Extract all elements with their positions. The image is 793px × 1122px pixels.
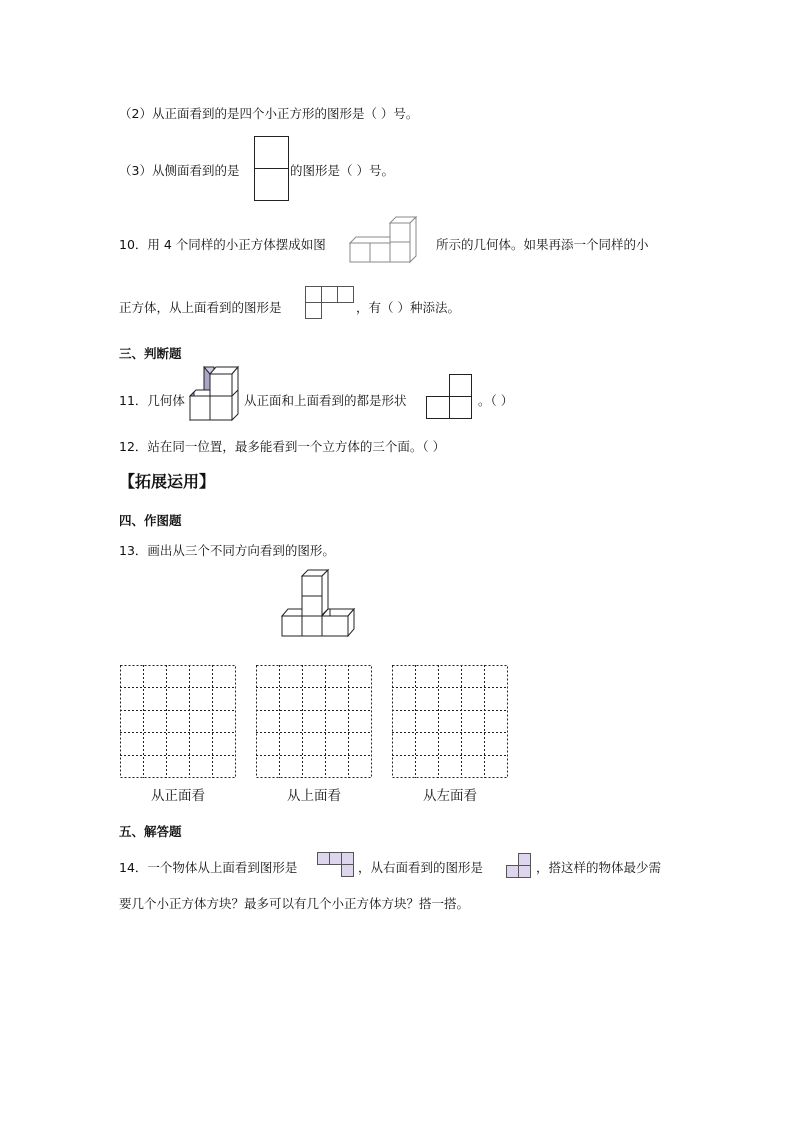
l-shape-view-figure (426, 374, 474, 420)
q14-top-view-figure (317, 852, 357, 880)
q14-right-view-figure (506, 853, 534, 881)
four-cube-figure (350, 216, 422, 264)
q11-suffix: 。（ ） (478, 393, 514, 408)
section4-title: 四、作图题 (119, 513, 182, 528)
q9-part2: （2）从正面看到的是四个小正方形的图形是（ ）号。 (119, 106, 419, 121)
top-view-l-figure (305, 286, 355, 320)
q14-line1-suffix: ，搭这样的物体最少需 (536, 860, 662, 875)
caption-front-view: 从正面看 (151, 788, 205, 804)
q10-line2-suffix: ，有（ ）种添法。 (356, 300, 460, 315)
q9-part3-suffix: 的图形是（ ）号。 (290, 163, 394, 178)
q11-prefix: 11．几何体 (119, 393, 185, 408)
q9-part3-prefix: （3）从侧面看到的是 (119, 163, 240, 178)
grid-top-view[interactable] (256, 665, 374, 779)
stacked-cubes-figure (282, 569, 358, 639)
section3-title: 三、判断题 (119, 346, 182, 361)
q10-line1-suffix: 所示的几何体。如果再添一个同样的小 (436, 237, 649, 252)
section5-title: 五、解答题 (119, 824, 182, 839)
grid-front-view[interactable] (120, 665, 238, 779)
q13-text: 13．画出从三个不同方向看到的图形。 (119, 543, 335, 558)
caption-top-view: 从上面看 (287, 788, 341, 804)
q10-line1-prefix: 10．用 4 个同样的小正方体摆成如图 (119, 237, 326, 252)
caption-left-view: 从左面看 (423, 788, 477, 804)
q11-middle: 从正面和上面看到的都是形状 (244, 393, 407, 408)
grid-left-view[interactable] (392, 665, 510, 779)
two-square-vertical-figure (254, 136, 290, 202)
q14-line2: 要几个小正方体方块？最多可以有几个小正方体方块？搭一搭。 (119, 896, 470, 911)
q14-line1-middle: ，从右面看到的图形是 (358, 860, 484, 875)
q10-line2-prefix: 正方体，从上面看到的图形是 (119, 300, 282, 315)
q14-line1-prefix: 14．一个物体从上面看到图形是 (119, 860, 298, 875)
three-cube-solid-figure (190, 366, 242, 424)
q12-text: 12．站在同一位置，最多能看到一个立方体的三个面。（ ） (119, 439, 446, 454)
extension-title: 【拓展运用】 (119, 472, 216, 491)
